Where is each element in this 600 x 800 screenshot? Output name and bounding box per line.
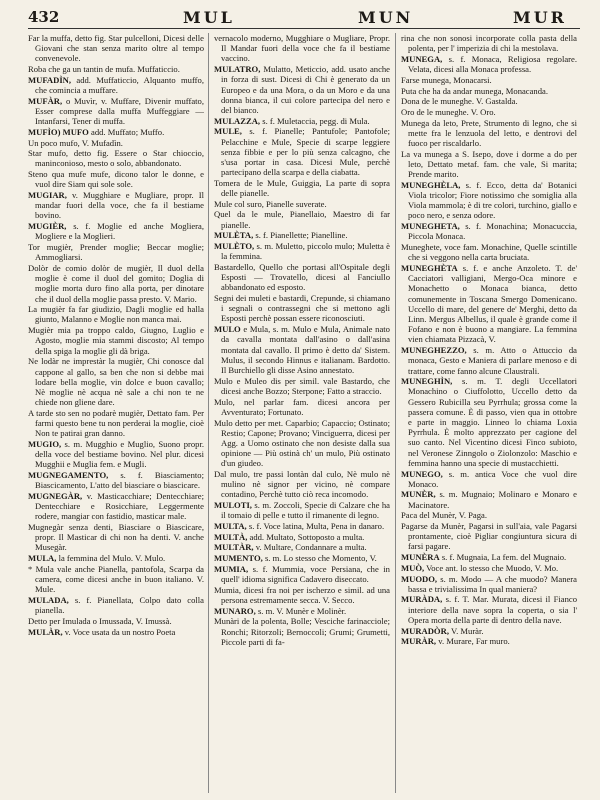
entry-text: s. f. Pianellata, Colpo dato colla pianella. xyxy=(35,594,204,616)
dictionary-subentry xyxy=(214,376,390,396)
dictionary-entry xyxy=(214,126,390,177)
dictionary-column-2 xyxy=(214,33,390,795)
entry-headword: MULTA, xyxy=(214,521,247,532)
entry-headword: MULOTI, xyxy=(214,500,252,511)
dictionary-entry xyxy=(401,469,577,489)
dictionary-entry xyxy=(401,54,577,74)
dictionary-entry xyxy=(401,376,577,468)
entry-headword: MULAZZA, xyxy=(214,115,261,126)
entry-text: Dal mulo, tre passi lontàn dal culo, Nè mulo nè mulino nè signor per vicino, nè compare contadino, Perchè tutto ciò reca incomodo. xyxy=(214,469,390,500)
entry-text: s. f. Moglie ed anche Mogliera, Mogliere e la Moglieri. xyxy=(35,221,204,242)
entry-headword: MURÀR, xyxy=(401,636,437,647)
dictionary-entry xyxy=(214,324,390,375)
dictionary-subentry xyxy=(214,178,390,198)
entry-text: Steno qua mufe mufe, dicono talor le donne, e vuol dire Siam qui sole sole. xyxy=(28,169,204,190)
entry-text: add. Muffaticcio, Alquanto muffo, che comincia a muffare. xyxy=(35,74,204,96)
dictionary-subentry xyxy=(401,86,577,96)
entry-text: la femmina del Mulo. V. Mulo. xyxy=(58,553,166,564)
entry-headword: MUNÈRA xyxy=(401,552,440,563)
entry-text: Oro de le muneghe. V. Oro. xyxy=(401,106,496,117)
dictionary-subentry xyxy=(28,242,204,262)
entry-text: A tarde sto sen no podarè mugièr, Dettato fam. Per farmi questo bene tu non perderai la moglie, cioè Non te patirai gran danno. xyxy=(28,407,204,439)
dictionary-entry xyxy=(214,230,390,240)
entry-text: Puta che ha da andar munega, Monacanda. xyxy=(401,85,548,96)
entry-text: Quel da le mule, Pianellaio, Maestro di far pianelle. xyxy=(214,209,390,230)
dictionary-entry xyxy=(214,542,390,552)
dictionary-subentry xyxy=(401,107,577,117)
entry-headword: MUFADÌN, xyxy=(28,74,72,85)
entry-headword: MUNEGO, xyxy=(401,468,443,479)
entry-headword: MUODO, xyxy=(401,573,438,584)
dictionary-entry xyxy=(401,263,577,345)
entry-text: v. Murare, Far muro. xyxy=(438,636,510,647)
dictionary-subentry xyxy=(401,75,577,85)
entry-text: s. m. Modo — A che muodo? Manera bassa e trivialissima In qual maniera? xyxy=(408,573,577,594)
entry-text: vernacolo moderno, Mugghiare o Mugliare, Propr. Il Mandar fuori della voce che fa il bestiame vaccino. xyxy=(214,33,390,64)
entry-headword: MUNEGHEZZO, xyxy=(401,345,467,356)
dictionary-entry xyxy=(401,345,577,376)
dictionary-subentry xyxy=(28,33,204,64)
dictionary-entry xyxy=(28,553,204,563)
entry-text: s. f. T. Mar. Murata, dicesi il Fianco interiore della nave sopra la coperta, o sia l' Opera morta della parte di dentro della nave. xyxy=(408,594,577,625)
entry-text: s. f. e anche Anzoleto. T. de' Cacciatori valligiani, Mergo-Oca minore e Monachetto o Monaca bianca, detto comunemente in Toscana Smergo Domenicano. Uccello di mare, del genere de' Merghi, detto da Linn. Mergus Albellus, il quale è grande come il Fofano e non è buono a mangiare. La femmina vien chiamata Pizzacà, V. xyxy=(408,262,577,345)
entry-headword: MULÈTA, xyxy=(214,230,254,241)
entry-headword: MULADA, xyxy=(28,594,69,605)
dictionary-subentry xyxy=(28,325,204,356)
entry-text: Paca del Munèr, V. Paga. xyxy=(401,510,487,521)
entry-headword: MUNEGHÈTA xyxy=(401,262,458,273)
entry-headword: MUNARO, xyxy=(214,605,256,616)
dictionary-subentry xyxy=(28,263,204,304)
entry-text: La mugièr fa far giudizio, Dagli moglie ed halla giunto, Malanno e Moglie non manca mai. xyxy=(28,304,204,325)
entry-text: s. f. Mummia, voce Persiana, che in quell' idioma significa Cadavero diseccato. xyxy=(221,563,390,585)
dictionary-entry xyxy=(28,96,204,127)
dictionary-entry xyxy=(214,532,390,542)
entry-text: v. Masticacchiare; Dentecchiare; Dentecchiare e Rosicchiare, Leggermente rodere, mangiar con fastidio, masticar male. xyxy=(35,490,204,522)
entry-text: s. f. Muletaccia, pegg. di Mula. xyxy=(262,115,370,126)
dictionary-entry xyxy=(214,116,390,126)
entry-text: rina che non sonosi incorporate colla pasta della polenta, per l' imperizia di chi la mestolava. xyxy=(401,33,577,54)
entry-headword: MUFÀR, xyxy=(28,95,63,106)
entry-headword: MULTÀ, xyxy=(214,531,248,542)
dictionary-subentry xyxy=(214,209,390,229)
page-number: 432 xyxy=(28,8,60,26)
dictionary-subentry xyxy=(214,397,390,417)
entry-text: Muneghete, voce fam. Monachine, Quelle scintille che si veggono nella carta bruciata. xyxy=(401,242,577,263)
entry-headword: MUGNEGAMENTO, xyxy=(28,470,109,481)
entry-text: s. f. Pianellette; Pianelline. xyxy=(255,230,348,241)
entry-headword: MULO xyxy=(214,324,241,335)
dictionary-subentry xyxy=(28,148,204,168)
dictionary-subentry xyxy=(28,522,204,553)
dictionary-column-3 xyxy=(401,33,577,795)
entry-headword: MUGIAR, xyxy=(28,190,67,201)
dictionary-subentry xyxy=(401,510,577,520)
dictionary-entry xyxy=(214,553,390,563)
entry-text: s. m. Mugnaio; Molinaro e Monaro e Macinatore. xyxy=(408,489,577,510)
entry-text: s. m. V. Munèr e Molinèr. xyxy=(257,605,347,616)
entry-text: Roba che ga un tantin de mufa. Muffaticcio. xyxy=(28,64,180,75)
entry-headword: MUNEGA, xyxy=(401,53,443,64)
entry-text: Pagarse da Munèr, Pagarsi in sull'aia, vale Pagarsi prontamente, cioè Pigliar congiuntura sicura di farsi pagare. xyxy=(401,521,577,552)
entry-headword: MUFÌO) MUFO xyxy=(28,126,89,137)
dictionary-entry xyxy=(214,241,390,261)
dictionary-subentry xyxy=(214,585,390,605)
dictionary-entry xyxy=(401,489,577,509)
entry-headword: MUMIA, xyxy=(214,563,249,574)
entry-text: s. f. Mugnaia, La fem. del Mugnaio. xyxy=(441,552,567,563)
dictionary-entry xyxy=(28,627,204,637)
entry-headword: MUGIÈR, xyxy=(28,221,67,232)
entry-headword: MUNEGHÌN, xyxy=(401,376,453,387)
entry-text: Star mufo, detto fig. Essere o Star chioccio, maninconioso, mesto o solo, abbandonato. xyxy=(28,148,204,169)
entry-text: Detto per Imulada o Imussada, V. Imussà. xyxy=(28,615,172,626)
dictionary-entry xyxy=(28,491,204,522)
running-headword-center: MUN xyxy=(358,8,414,27)
entry-text: V. Muràr. xyxy=(450,625,484,636)
entry-headword: MULA, xyxy=(28,553,57,564)
dictionary-entry xyxy=(401,626,577,636)
running-headword-right: MUR xyxy=(513,8,567,27)
dictionary-entry xyxy=(214,500,390,520)
entry-text: o Muvìr, v. Muffare, Divenir muffato, Esser comprese dalla muffa Muffeggiare — Intanfarsi, Tener di muffa. xyxy=(35,95,204,127)
dictionary-column-1 xyxy=(28,33,204,795)
entry-text: s. f. Monachina; Monacuccia, Piccola Monaca. xyxy=(408,221,577,242)
entry-text: Voce ant. lo stesso che Muodo, V. Mo. xyxy=(426,562,559,573)
entry-text: Mulo detto per met. Caparbio; Capaccio; Ostinato; Restio; Capone; Provano; Vinciguerra, dicesi per Agg. a Uomo ostinato che non desiste dalla sua opinione — Più ostinà ch' un mulo, Più ostinato d'un giudeo. xyxy=(214,417,390,469)
entry-text: s. f. Ecco, detta da' Botanici Viola tricolor; Fiore notissimo che somiglia alla Viola mammola; è di tre colori, turchino, giallo e poco nero, e senza odore. xyxy=(408,179,577,221)
entry-text: e Mula, s. m. Mulo e Mula, Animale nato da cavalla montata dall'asino o dall'asina montata dal cavallo. Il primo è detto da' Sistem. Mulus, il secondo Hinnus e italianam. Bardotto. Il Burchiello gli disse Asino annestato. xyxy=(221,324,390,375)
dictionary-entry xyxy=(28,190,204,221)
dictionary-subentry xyxy=(28,64,204,74)
dictionary-entry xyxy=(401,594,577,625)
dictionary-subentry xyxy=(401,96,577,106)
entry-text: v. Mugghiare e Mugliare, propr. Il mandar fuori della voce, che fa il bestiame bovino. xyxy=(35,190,204,221)
entry-text: add. Muffato; Muffo. xyxy=(91,126,165,137)
entry-headword: MULE, xyxy=(214,126,242,137)
dictionary-subentry xyxy=(401,118,577,149)
entry-text: Dona de le muneghe. V. Gastalda. xyxy=(401,96,518,107)
dictionary-subentry xyxy=(214,293,390,324)
entry-headword: MUÒ, xyxy=(401,562,425,573)
entry-text: v. Multare, Condannare a multa. xyxy=(255,542,367,553)
dictionary-entry xyxy=(28,595,204,615)
dictionary-subentry xyxy=(28,564,204,595)
entry-headword: MUGIO, xyxy=(28,438,62,449)
running-headword-left: MUL xyxy=(183,8,235,27)
entry-text: Segni dei muleti e bastardi, Crepunde, si chiamano i segnali o contrassegni che si mettono agli Esposti perchè possan essere riconosciuti. xyxy=(214,293,390,324)
entry-text: v. Voce usata da un nostro Poeta xyxy=(64,626,176,637)
entry-headword: MURADÒR, xyxy=(401,625,449,636)
entry-text: Mugnegàr senza denti, Biasciare o Biascicare, propr. Il Masticar di chi non ha denti. V. anche Musegàr. xyxy=(28,522,204,553)
dictionary-subentry xyxy=(401,149,577,180)
dictionary-entry xyxy=(401,636,577,646)
dictionary-subentry xyxy=(401,33,577,53)
entry-text: s. m. Zoccoli, Specie di Calzare che ha il tomaio di pelle e tutto il rimanente di legno. xyxy=(221,500,390,521)
entry-text: s. f. Pianelle; Pantufole; Pantofole; Pelacchine e Mule, Specie di scarpe leggiere senza fibbie e per lo più senza calcagno, che s'usa portar in casa. Dicesi Mule, perchè partecipano della scarpa e della ciabatta. xyxy=(221,126,390,178)
entry-text: Mulatto, Meticcio, add. usato anche in forza di sust. Dicesi di Chi è generato da un Europeo e da una Mora, o da un Moro e da una donna bianca, il cui colore partecipa del nero e del bianco. xyxy=(221,64,390,115)
dictionary-subentry xyxy=(28,169,204,189)
dictionary-entry xyxy=(28,221,204,241)
dictionary-entry xyxy=(214,521,390,531)
entry-text: Far la muffa, detto fig. Star pulcelloni, Dicesi delle Giovani che stan senza marito oltre al tempo convenevole. xyxy=(28,33,204,64)
dictionary-subentry xyxy=(28,408,204,439)
dictionary-subentry xyxy=(214,616,390,647)
dictionary-subentry xyxy=(214,418,390,469)
dictionary-entry xyxy=(401,221,577,241)
entry-headword: MULÀR, xyxy=(28,626,63,637)
dictionary-subentry xyxy=(28,304,204,324)
entry-text: Tomera de le Mule, Guiggia, La parte di sopra delle pianelle. xyxy=(214,177,390,199)
dictionary-entry xyxy=(214,606,390,616)
dictionary-entry xyxy=(214,64,390,115)
entry-text: s. f. Voce latina, Multa, Pena in danaro. xyxy=(248,521,385,532)
dictionary-subentry xyxy=(28,138,204,148)
entry-text: s. m. antica Voce che vuol dire Monaco. xyxy=(408,468,577,489)
dictionary-entry xyxy=(401,574,577,594)
dictionary-subentry xyxy=(28,356,204,407)
entry-headword: MULTÀR, xyxy=(214,542,254,553)
entry-headword: MULATRO, xyxy=(214,64,261,75)
dictionary-subentry xyxy=(401,242,577,262)
entry-text: s. f. Biasciamento; Biascicamento, L'atto del biasciare o biascicare. xyxy=(35,470,204,491)
entry-text: s. m. Atto o Attuccio da monaca, Gesto e Maniera di parlare menoso e di trattare, come fanno alcune Claustrali. xyxy=(408,345,577,376)
dictionary-entry xyxy=(401,552,577,562)
dictionary-subentry xyxy=(214,469,390,500)
entry-text: s. m. Lo stesso che Momento, V. xyxy=(264,553,377,564)
entry-text: * Mula vale anche Pianella, pantofola, Scarpa da camera, come dicesi anche in buon italiano. V. Mule. xyxy=(28,563,204,595)
dictionary-subentry xyxy=(214,199,390,209)
dictionary-entry xyxy=(28,127,204,137)
entry-text: Mumia, dicesi fra noi per ischerzo e simil. ad una persona estremamente secca. V. Secco. xyxy=(214,584,390,605)
entry-text: Mulo e Muleo dis per simil. vale Bastardo, che dicesi anche Bozzo; Sterpone; Fatto a straccio. xyxy=(214,375,390,396)
entry-text: add. Multato, Sottoposto a multa. xyxy=(249,531,365,542)
entry-text: Farse munega, Monacarsi. xyxy=(401,74,492,85)
entry-text: Dolòr de comio dolòr de mugièr, Il duol della moglie è come il duol del gomito; Doglia di moglie morta duro fino alla porta, per dinotare che il duol della moglie passa presto. V. Mario. xyxy=(28,262,204,304)
entry-headword: MUNEGHETA, xyxy=(401,221,460,232)
header-rule xyxy=(28,28,580,29)
entry-text: Munega da leto, Prete, Strumento di legno, che si mette fra le lenzuola del letto, e dentrovi del fuoco per riscaldarlo. xyxy=(401,117,577,149)
entry-text: Mugièr mia pa troppo caldo, Giugno, Luglio e Agosto, moglie mia stammi discosto; Al tempo della spiga la moglie gli dà briga. xyxy=(28,325,204,356)
entry-text: Tor mugièr, Prender moglie; Beccar moglie; Ammogliarsi. xyxy=(28,242,204,263)
entry-text: Munàri de la polenta, Bolle; Vesciche farinacciole; Ronchi; Ritorzoli; Bernoccoli; Grumi; Grumetti, Piccole parti di fa- xyxy=(214,616,390,647)
dictionary-subentry xyxy=(214,33,390,64)
entry-text: s. m. T. degli Uccellatori Monachino o Ciuffolotto, Uccello detto da Gessero Rubicilla seu Pyrrhula; grossa come la passera comune. È di passo, vien qua in ottobre e parte in maggio. Linneo lo chiama Loxia Pyrrhula. È molto apprezzato per cagione del suo canto. Nel Vicentino dicesi Finco subioto, nel Veronese Zinngolo o Ziolonzolo: Maschio e femmina hanno una specie di mustacchietti. xyxy=(408,376,577,468)
column-divider xyxy=(395,33,396,793)
entry-text: s. m. Mugghio e Muglio, Suono propr. della voce del bestiame bovino. Nel plur. dicesi Mugghii e Muglia fem. e Mugli. xyxy=(35,438,204,470)
dictionary-entry xyxy=(28,75,204,95)
dictionary-subentry xyxy=(401,521,577,552)
entry-text: Bastardello, Quello che portasi all'Ospitale degli Esposti — Trovatello, dicesi al Fanciullo abbandonato ed esposto. xyxy=(214,261,390,293)
dictionary-entry xyxy=(28,439,204,470)
entry-text: Un poco mufo, V. Mufadìn. xyxy=(28,137,123,148)
page-header xyxy=(28,8,580,30)
dictionary-subentry xyxy=(28,616,204,626)
entry-headword: MUGNEGÀR, xyxy=(28,490,83,501)
entry-headword: MUNEGHÈLA, xyxy=(401,179,461,190)
entry-text: Ne lodàr ne imprestàr la mugièr, Chi conosce dal cappone al gallo, sa ben che non si debbe mai lodare bella moglie, vin dolce e buon cavallo; Nè moglie nè acqua nè sale a chi non te ne chiede non gliene dare. xyxy=(28,356,204,408)
dictionary-entry xyxy=(401,180,577,221)
dictionary-entry xyxy=(28,470,204,490)
entry-headword: MUMENTO, xyxy=(214,553,263,564)
entry-headword: MURÀDA, xyxy=(401,594,443,605)
entry-headword: MUNÈR, xyxy=(401,489,436,500)
dictionary-subentry xyxy=(214,262,390,293)
entry-text: Mulo, nel parlar fam. dicesi ancora per Avventurato; Fortunato. xyxy=(214,396,390,417)
entry-text: Mule col suro, Pianelle suverate. xyxy=(214,198,327,209)
dictionary-entry xyxy=(214,564,390,584)
entry-text: La va munega a S. Isepo, dove i dorme a do per leto, Dettato metaf. fam. che vale, Si marita; Prende marito. xyxy=(401,148,577,180)
entry-text: s. m. Muletto, piccolo mulo; Muletta è la femmina. xyxy=(221,241,390,262)
dictionary-entry xyxy=(401,563,577,573)
entry-text: s. f. Monaca, Religiosa regolare. Velata, dicesi alla Monaca professa. xyxy=(408,53,577,75)
entry-headword: MULÈTO, xyxy=(214,241,255,252)
column-divider xyxy=(208,33,209,793)
